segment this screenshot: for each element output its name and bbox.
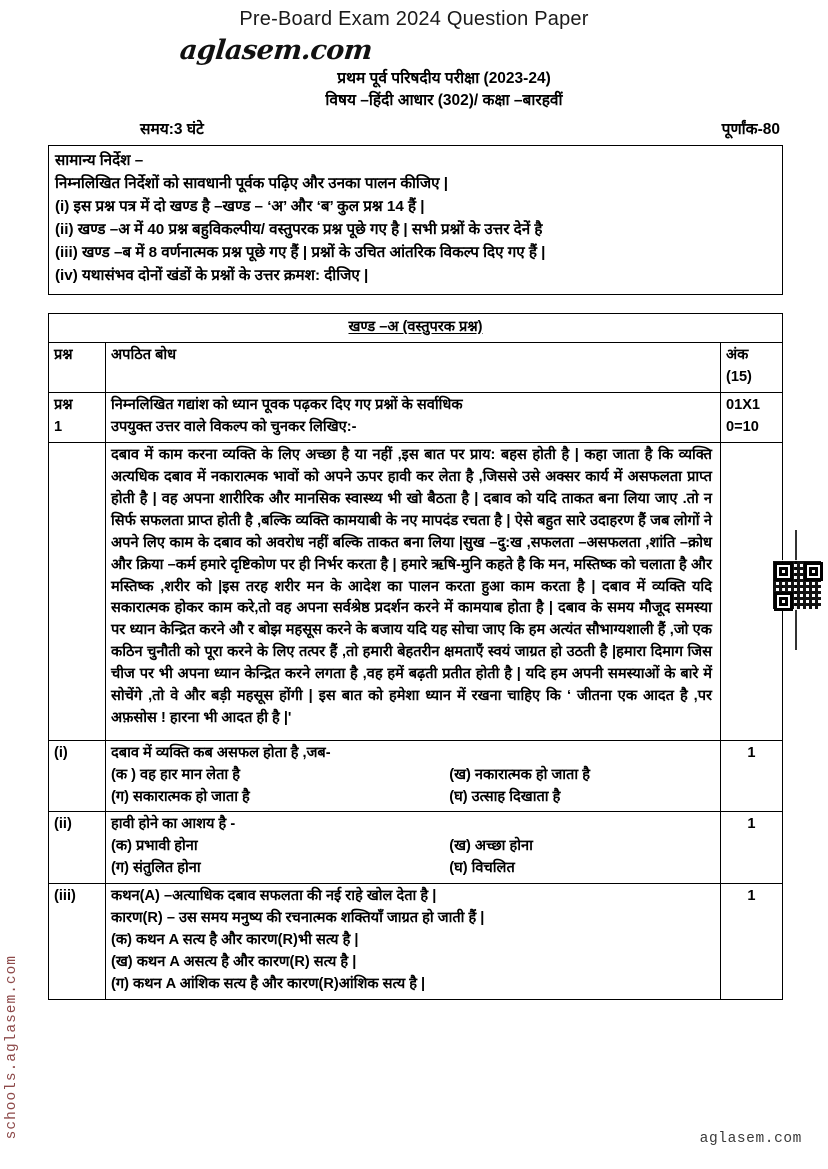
sub-question-i-option-a[interactable]: (क ) वह हार मान लेता है	[111, 766, 240, 783]
question-table-wrapper	[48, 313, 783, 1000]
instruction-item-2: (ii) खण्ड –अ में 40 प्रश्न बहुविकल्पीय/ वस्तुपरक प्रश्न पूछे गए है | सभी प्रश्नों के उत्तर देनें है	[55, 221, 543, 239]
sub-question-iii-body	[106, 884, 721, 999]
sub-question-i-body	[106, 740, 721, 812]
section-title: खण्ड –अ (वस्तुपरक प्रश्न)	[348, 318, 483, 335]
question-1-number-label: प्रश्न	[54, 397, 73, 414]
sub-question-ii-body	[106, 812, 721, 884]
sub-question-i-options-row-1	[111, 765, 715, 787]
sub-question-ii-options-row-2	[111, 858, 715, 880]
sub-question-ii-option-b[interactable]: (ख) अच्छा होना	[449, 838, 533, 855]
sub-question-i-option-b[interactable]: (ख) नकारात्मक हो जाता है	[449, 766, 590, 783]
instruction-item-1: (i) इस प्रश्न पत्र में दो खण्ड है –खण्ड – ‘अ’ और ‘ब’ कुल प्रश्न 14 हैं |	[55, 198, 425, 216]
table-header-row	[49, 343, 783, 393]
sub-question-ii-options-row-1	[111, 836, 715, 858]
side-watermark: schools.aglasem.com	[4, 955, 20, 1140]
question-1-instruction-line-1: निम्नलिखित गद्यांश को ध्यान पूवक पढ़कर दिए गए प्रश्नों के सर्वाधिक	[111, 397, 463, 414]
sub-question-iii-option-b[interactable]: (ख) कथन A असत्य है और कारण(R) सत्य है |	[111, 953, 357, 970]
sub-question-i-option-d[interactable]: (घ) उत्साह दिखाता है	[449, 788, 561, 805]
qr-finder-top-right-icon	[804, 562, 823, 581]
sub-question-iii-reason: कारण(R) – उस समय मनुष्य की रचनात्मक शक्तियाँ जाग्रत हो जाती हैं |	[111, 909, 485, 926]
sub-question-ii-marks: 1	[720, 812, 782, 884]
sub-question-iii-assertion: कथन(A) –अत्याधिक दबाव सफलता की नई राहे खोल देता है |	[111, 888, 437, 905]
sub-question-iii-option-a[interactable]: (क) कथन A सत्य है और कारण(R)भी सत्य है |	[111, 931, 359, 948]
question-1-marks-line-1: 01X1	[725, 397, 761, 414]
question-table	[48, 313, 783, 1000]
question-1-marks	[720, 393, 782, 443]
sub-question-ii-option-a[interactable]: (क) प्रभावी होना	[111, 838, 198, 855]
exam-duration: समय:3 घंटे	[140, 120, 204, 138]
question-1-number-value: 1	[54, 419, 63, 436]
sub-question-i-stem: दबाव में व्यक्ति कब असफल होता है ,जब-	[111, 744, 331, 761]
sub-question-iii-marks: 1	[720, 884, 782, 999]
sub-question-ii-option-d[interactable]: (घ) विचलित	[449, 860, 515, 877]
header-marks-label: अंक	[725, 347, 749, 364]
table-row	[49, 812, 783, 884]
instruction-item-3: (iii) खण्ड –ब में 8 वर्णनात्मक प्रश्न पूछे गए हैं | प्रश्नों के उचित आंतरिक विकल्प दिए गए हैं |	[55, 244, 546, 262]
sub-question-i-option-c[interactable]: (ग) सकारात्मक हो जाता है	[111, 788, 250, 805]
table-row	[49, 884, 783, 999]
sub-question-i-number: (i)	[49, 740, 106, 812]
question-1-instruction-line-2: उपयुक्त उत्तर वाले विकल्प को चुनकर लिखिए:-	[111, 419, 357, 436]
table-row	[49, 740, 783, 812]
sub-question-i-options-row-2	[111, 787, 715, 809]
question-1-number	[49, 393, 106, 443]
instruction-item-4: (iv) यथासंभव दोनों खंडों के प्रश्नों के उत्तर क्रमश: दीजिए |	[55, 267, 369, 285]
header-marks-total: (15)	[725, 369, 752, 386]
sub-question-iii-number: (iii)	[49, 884, 106, 999]
header-col-question: प्रश्न	[49, 343, 106, 393]
header-col-topic: अपठित बोध	[106, 343, 721, 393]
exam-subject-class: विषय –हिंदी आधार (302)/ कक्षा –बारहवीं	[325, 92, 563, 110]
exam-heading-block	[0, 68, 828, 113]
instructions-heading: सामान्य निर्देश –	[55, 151, 144, 169]
sub-question-i-marks: 1	[720, 740, 782, 812]
passage-row	[49, 443, 783, 741]
question-1-instruction	[106, 393, 721, 443]
sub-question-ii-number: (ii)	[49, 812, 106, 884]
sub-question-ii-option-c[interactable]: (ग) संतुलित होना	[111, 860, 201, 877]
time-and-marks-row	[0, 117, 828, 139]
question-1-marks-line-2: 0=10	[725, 419, 759, 436]
page-header	[0, 0, 828, 139]
section-title-cell	[49, 313, 783, 343]
exam-name: प्रथम पूर्व परिषदीय परीक्षा (2023-24)	[337, 70, 551, 87]
instructions-subheading: निम्नलिखित निर्देशों को सावधानी पूर्वक पढ़िए और उनका पालन कीजिए |	[55, 175, 448, 193]
reading-passage-text: दबाव में काम करना व्यक्ति के लिए अच्छा है या नहीं ,इस बात पर प्राय: बहस होती है | कहा जाता है कि व्यक्ति अत्यधिक दबाव में नकारात्मक भावों को अपने ऊपर हावी कर लेता है ,जिससे उसे अक्सर कार्य में असफलता प्राप्त होती है | वह अपना शारीरिक और मानसिक स्वास्थ्य भी खो बैठता है | दबाव को यदि ताकत बना लिया जाए .तो न सिर्फ सफलता प्राप्त होती है ,बल्कि व्यक्ति कामयाबी के नए मापदंड रचता है | ऐसे बहुत सारे उदाहरण हैं जब लोगों ने अपने लिए काम के दबाव को अवरोध नहीं बल्कि ताकत बना लिया |सुख –दु:ख ,सफलता –असफलता ,शांति –क्रोध और क्रिया –कर्म हमारे दृष्टिकोण पर ही निर्भर करता है | हमारे ऋषि-मुनि कहते है कि मन, मस्तिष्क को चलाता है और मस्तिष्क ,शरीर को |इस तरह शरीर मन के आदेश का पालन करता हुआ काम करता है | दबाव में व्यक्ति यदि सकारात्मक होकर काम करे,तो वह अपना सर्वश्रेष्ठ प्रदर्शन करने में कामयाब होता है | दबाव के समय मौजूद समस्या पर ध्यान केन्द्रित करने औ र बोझ महसूस करने के बजाय यदि यह सोचा जाए कि हम अत्यंत सौभाग्यशाली हैं ,जो एक कठिन चुनौती को पूरा करने के लिए तत्पर हैं ,तो हमारी बेहतरीन क्षमताएँ स्वयं जाग्रत हो उठती है |हमारा दिमाग जिस चीज पर भी अपना ध्यान केन्द्रित करने लगता है ,वह हमें बढ़ती प्रतीत होती है | यदि हम अपनी समस्याओं के बारे में सोचेंगे ,तो वे और बड़ी महसूस होंगी | इस बात को हमेशा ध्यान में रखना चाहिए कि ‘ जीतना एक आदत है ,पर अफ़सोस ! हारना भी आदत ही है |'	[111, 447, 712, 726]
brand-logo: aglasem.com	[178, 35, 374, 66]
header-col-marks	[720, 343, 782, 393]
exam-max-marks: पूर्णांक-80	[721, 120, 780, 138]
footer-watermark: aglasem.com	[699, 1131, 802, 1147]
general-instructions-box	[48, 145, 783, 295]
table-section-title-row	[49, 313, 783, 343]
reading-passage	[106, 443, 721, 741]
qr-finder-top-left-icon	[774, 562, 793, 581]
sub-question-iii-option-c[interactable]: (ग) कथन A आंशिक सत्य है और कारण(R)आंशिक सत्य है |	[111, 975, 426, 992]
passage-row-spacer	[49, 443, 106, 741]
sub-question-ii-stem: हावी होने का आशय है -	[111, 816, 236, 833]
question-1-instruction-row	[49, 393, 783, 443]
page-title: Pre-Board Exam 2024 Question Paper	[239, 8, 589, 30]
qr-finder-bottom-left-icon	[774, 592, 793, 611]
